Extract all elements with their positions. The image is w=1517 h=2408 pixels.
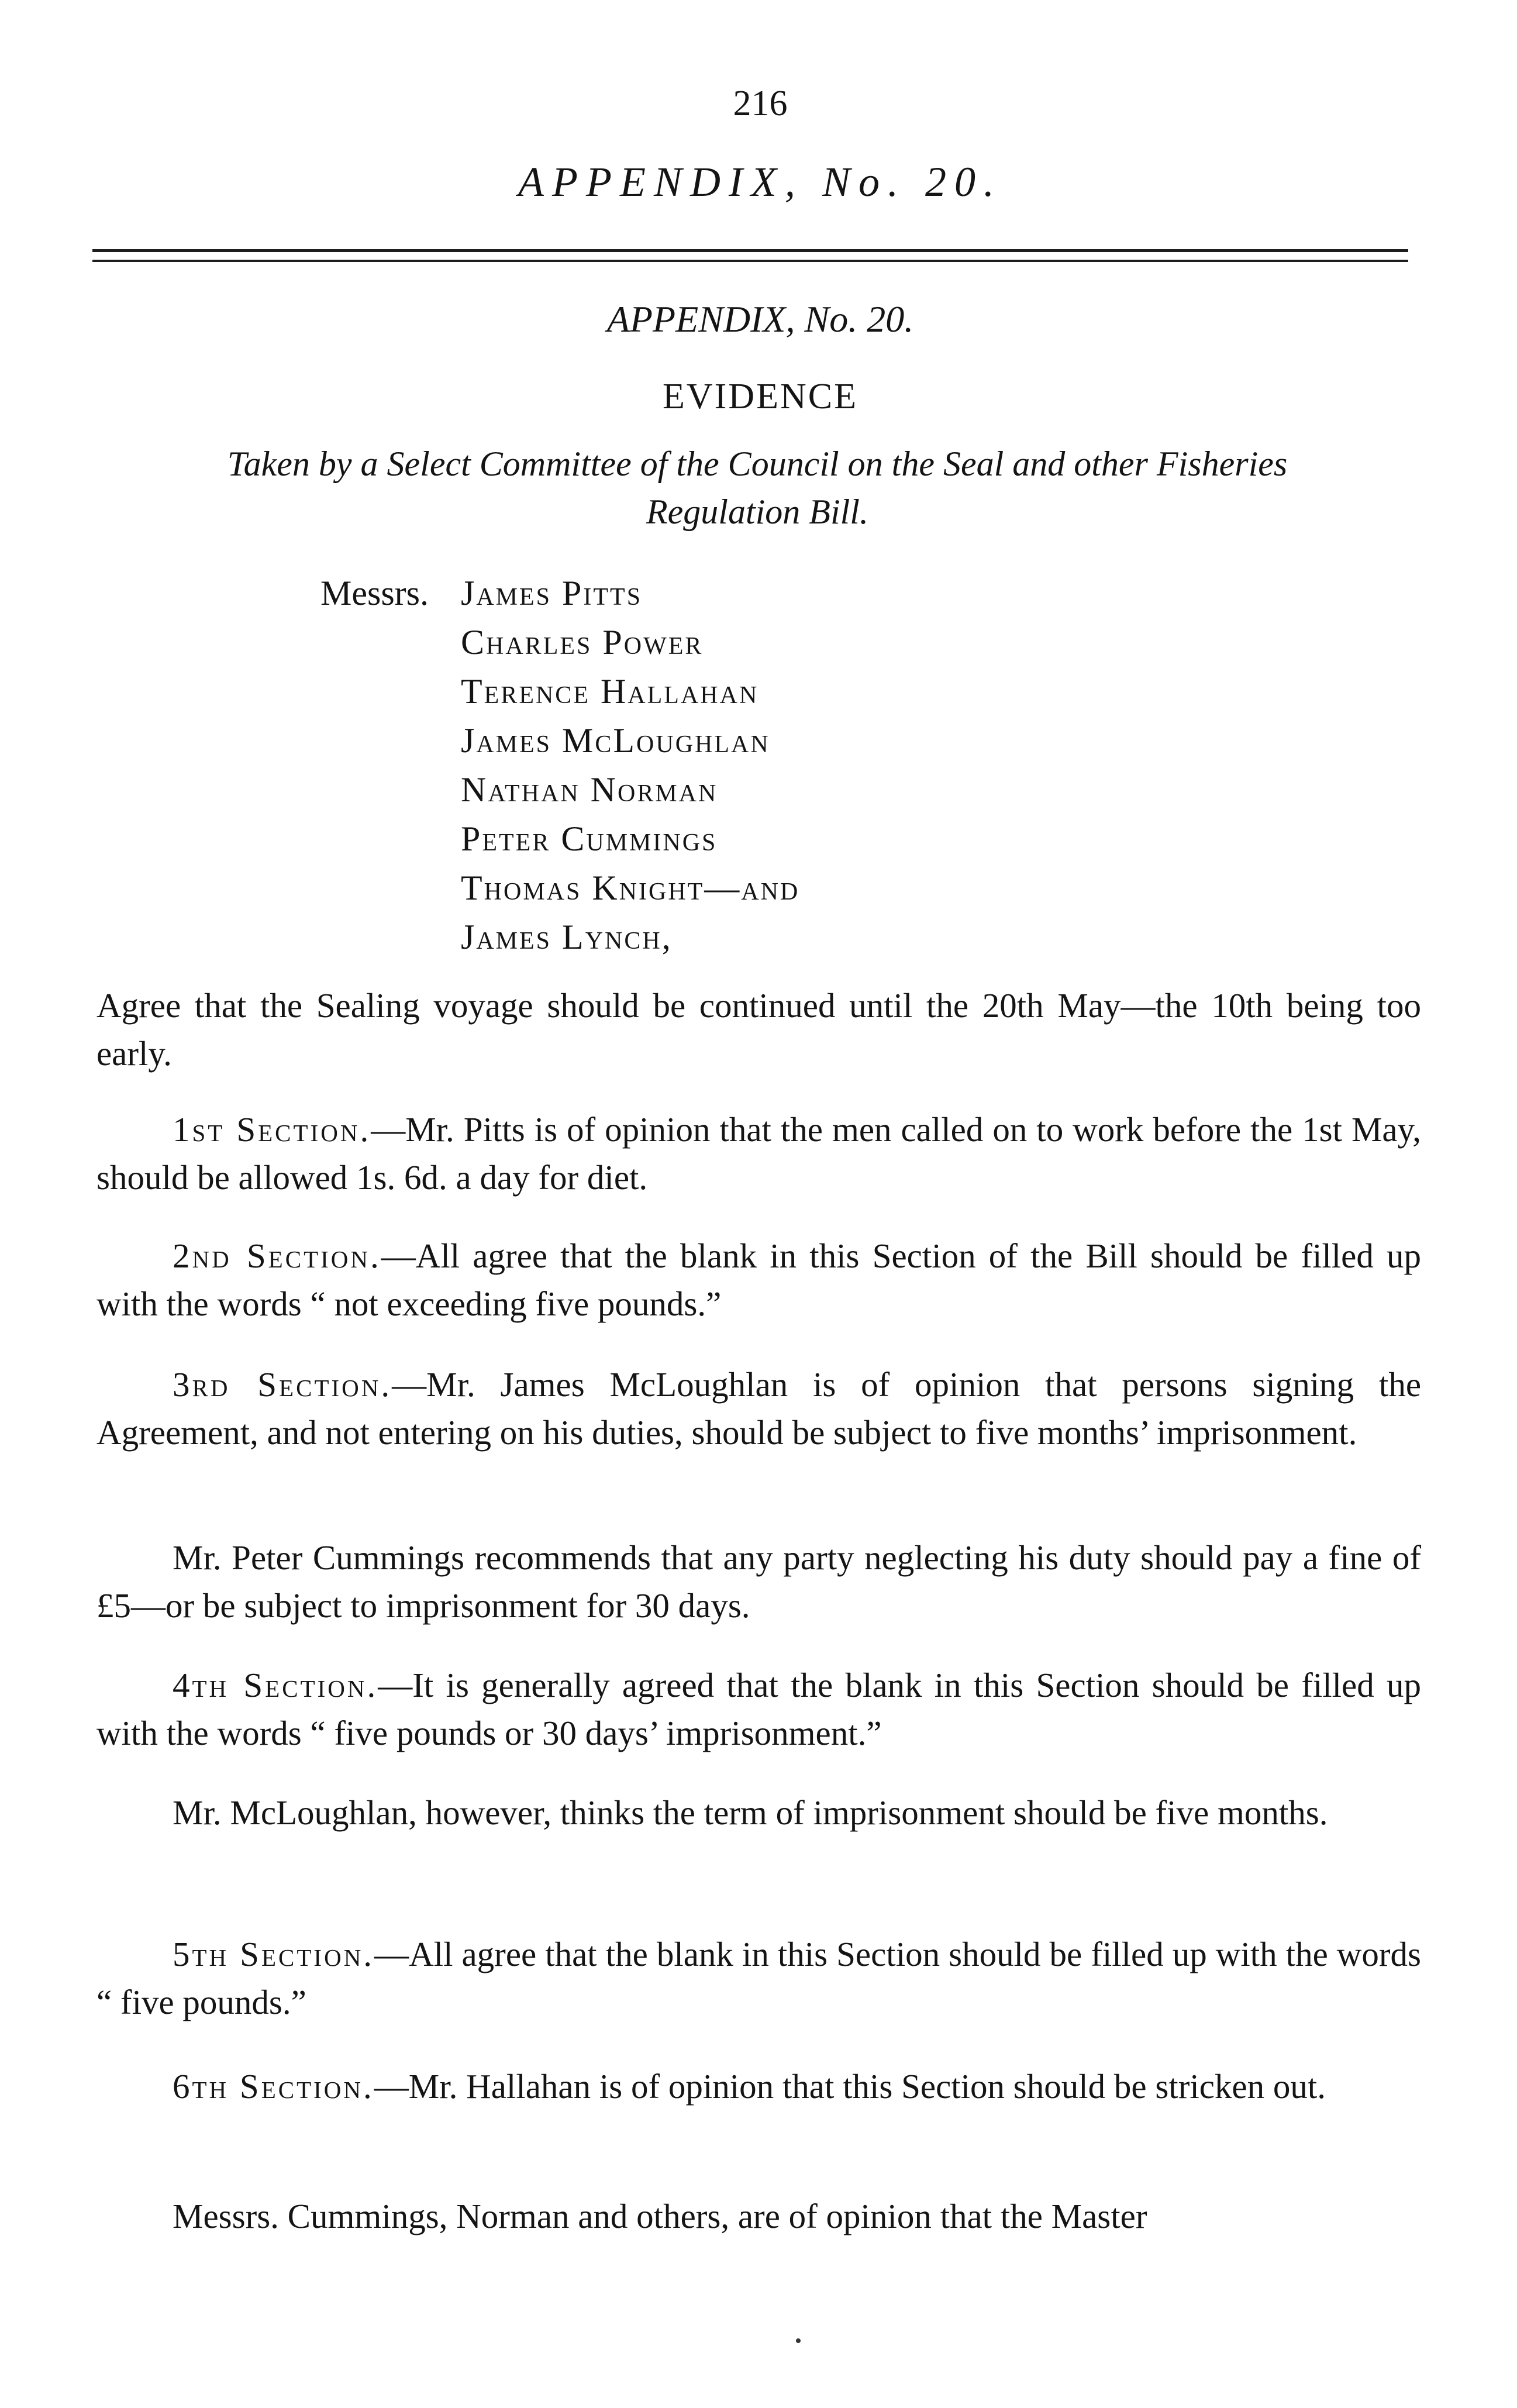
paragraph-text: Mr. McLoughlan, however, thinks the term of imprisonment should be five months.: [173, 1793, 1328, 1832]
section-label: 2nd Section.: [173, 1236, 381, 1275]
appendix-title: APPENDIX, No. 20.: [606, 298, 914, 340]
paragraph-text: Mr. Peter Cummings recommends that any party neglecting his duty should pay a fine of £5—or be subject to imprisonment for 30 days.: [96, 1538, 1421, 1625]
witness-name: Nathan Norman: [461, 770, 718, 809]
section-label: 1st Section.: [173, 1110, 371, 1149]
witness-name: Thomas Knight—and: [461, 869, 800, 907]
section-label: 6th Section.: [173, 2067, 374, 2106]
paragraph-mcloughlan: [96, 1789, 1421, 1837]
paragraph-text: —It is generally agreed that the blank in this Section should be filled up with the words “ five pounds or 30 days’ imprisonment.”: [96, 1666, 1421, 1752]
witness-name: James Lynch,: [461, 918, 673, 956]
paragraph-text: —All agree that the blank in this Section should be filled up with the words “ five pounds.”: [96, 1935, 1422, 2021]
paragraph-cummings-fine: [96, 1534, 1421, 1630]
paragraph-text: —Mr. James McLoughlan is of opinion that persons signing the Agreement, and not entering on his duties, should be subject to five months’ imprisonment.: [96, 1365, 1422, 1452]
evidence-heading: EVIDENCE: [663, 377, 858, 416]
witnesses-label: Messrs.: [320, 574, 429, 612]
paragraph-text: —All agree that the blank in this Section of the Bill should be filled up with the words “ not exceeding five pounds.”: [96, 1236, 1421, 1323]
witness-name: James Pitts: [461, 574, 643, 612]
paragraph-text: —Mr. Pitts is of opinion that the men called on to work before the 1st May, should be allowed 1s. 6d. a day for diet.: [96, 1110, 1422, 1197]
paragraph-section-4: [96, 1661, 1421, 1757]
paragraph-text: —Mr. Hallahan is of opinion that this Section should be stricken out.: [374, 2067, 1326, 2106]
paragraph-resolution: [96, 981, 1421, 1077]
witness-name: Charles Power: [461, 623, 704, 662]
header-rule-thick: [92, 249, 1408, 252]
print-speck: [796, 2338, 801, 2343]
subtitle: [99, 440, 1415, 536]
section-label: 5th Section.: [173, 1935, 375, 1973]
running-head: APPENDIX, No. 20.: [518, 159, 1002, 205]
section-label: 3rd Section.: [173, 1365, 392, 1404]
paragraph-text: Agree that the Sealing voyage should be continued until the 20th May—the 10th being too early.: [96, 986, 1421, 1073]
paragraph-cummings-norman: [96, 2192, 1421, 2240]
witness-list: [461, 569, 799, 962]
witness-name: James McLoughlan: [461, 721, 770, 760]
paragraph-section-6: [96, 2062, 1421, 2110]
paragraph-section-2: [96, 1232, 1421, 1328]
paragraph-section-1: [96, 1105, 1421, 1201]
section-label: 4th Section.: [173, 1666, 378, 1704]
subtitle-line-1: Taken by a Select Committee of the Council on the Seal and other Fisheries: [227, 445, 1288, 483]
witness-name: Peter Cummings: [461, 819, 718, 858]
witness-name: Terence Hallahan: [461, 672, 759, 711]
subtitle-line-2: Regulation Bill.: [646, 492, 868, 531]
paragraph-section-3: [96, 1360, 1421, 1456]
paragraph-text: Messrs. Cummings, Norman and others, are of opinion that the Master: [173, 2197, 1147, 2235]
paragraph-section-5: [96, 1930, 1421, 2026]
page-number: 216: [733, 84, 788, 123]
header-rule-thin: [92, 260, 1408, 262]
